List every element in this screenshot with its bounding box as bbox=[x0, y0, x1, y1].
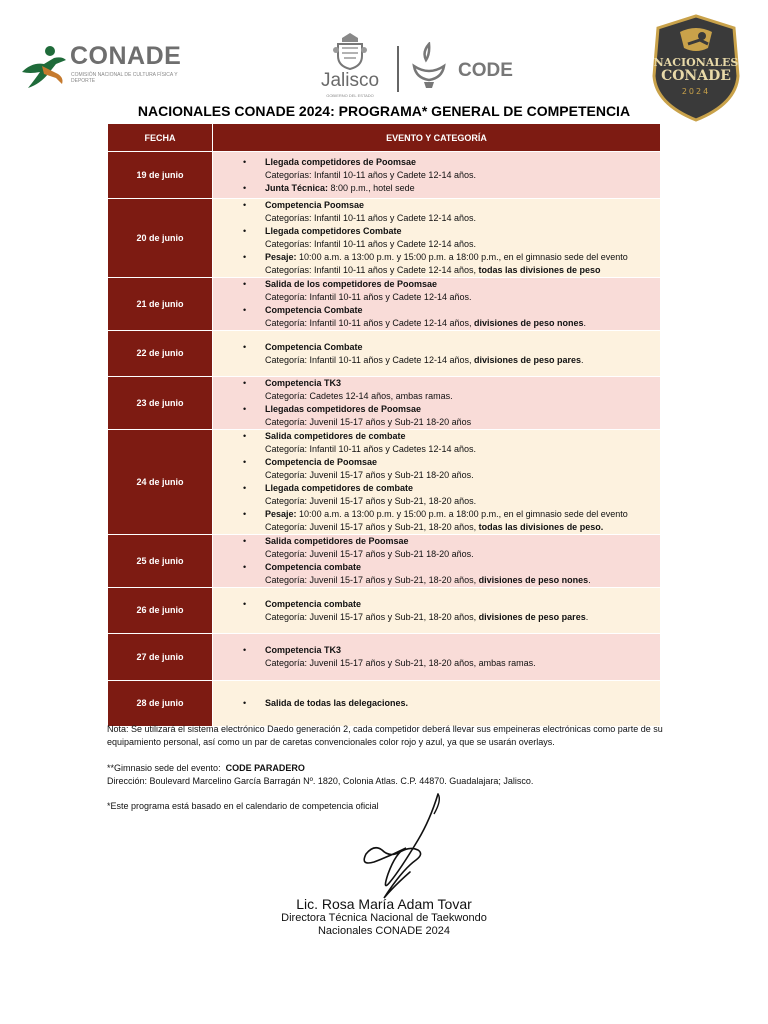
row-events bbox=[213, 377, 661, 430]
bullet-icon: • bbox=[243, 457, 247, 467]
conade-logo bbox=[18, 42, 188, 92]
event-item bbox=[213, 341, 660, 367]
event-item bbox=[213, 377, 660, 403]
code-name: CODE bbox=[458, 60, 513, 81]
badge-line1: NACIONALES bbox=[653, 56, 739, 69]
table-row bbox=[108, 681, 661, 727]
event-detail: Categoría: Juvenil 15-17 años y Sub-21, 18-20 años, bbox=[265, 575, 477, 585]
handwritten-signature-icon bbox=[330, 790, 450, 905]
event-emphasis: divisiones de peso nones bbox=[478, 575, 589, 585]
equipment-note: Nota: Se utilizará el sistema electrónico Daedo generación 2, cada competidor deberá llevar sus empeineras electrónicas como parte de su equipamiento personal, así como un par de caretas convencionales color rojo y azul, ya que se usarán overlays. bbox=[107, 724, 663, 747]
event-detail: Categoría: Infantil 10-11 años y Cadete 12-14 años, bbox=[265, 318, 472, 328]
bullet-icon: • bbox=[243, 200, 247, 210]
table-header-row bbox=[108, 124, 661, 152]
event-detail: Categoría: Juvenil 15-17 años y Sub-21 18-20 años bbox=[265, 417, 472, 427]
event-item bbox=[213, 199, 660, 225]
row-date: 25 de junio bbox=[108, 535, 213, 588]
event-detail: Categorías: Infantil 10-11 años y Cadete 12-14 años, bbox=[265, 265, 476, 275]
code-logo bbox=[410, 42, 520, 92]
bullet-icon: • bbox=[243, 252, 247, 262]
event-title: Competencia combate bbox=[265, 562, 362, 572]
event-item bbox=[213, 644, 660, 670]
event-item bbox=[213, 225, 660, 251]
bullet-icon: • bbox=[243, 305, 247, 315]
bullet-icon: • bbox=[243, 536, 247, 546]
signer-role: Directora Técnica Nacional de Taekwondo bbox=[281, 912, 487, 924]
event-title: Competencia combate bbox=[265, 598, 362, 609]
event-emphasis: todas las divisiones de peso. bbox=[478, 522, 604, 532]
event-item bbox=[213, 430, 660, 456]
jalisco-subtitle: GOBIERNO DEL ESTADO bbox=[326, 93, 374, 98]
event-detail: Categoría: Juvenil 15-17 años y Sub-21, 18-20 años, bbox=[265, 522, 477, 532]
table-row bbox=[108, 430, 661, 535]
table-row bbox=[108, 278, 661, 331]
event-title: Competencia Poomsae bbox=[265, 200, 365, 210]
event-detail: Categoría: Infantil 10-11 años y Cadete 12-14 años, bbox=[265, 354, 472, 365]
event-emphasis: todas las divisiones de peso bbox=[478, 265, 601, 275]
bullet-icon: • bbox=[243, 182, 247, 193]
bullet-icon: • bbox=[243, 509, 247, 519]
table-row bbox=[108, 634, 661, 681]
event-detail: Categorías: Infantil 10-11 años y Cadete 12-14 años. bbox=[265, 169, 476, 180]
event-title: Llegada competidores de Poomsae bbox=[265, 156, 417, 167]
event-detail: Categoría: Cadetes 12-14 años, ambas ramas. bbox=[265, 391, 453, 401]
event-detail: Categoría: Juvenil 15-17 años y Sub-21 18-20 años. bbox=[265, 470, 474, 480]
row-events bbox=[213, 278, 661, 331]
logo-divider bbox=[397, 46, 399, 92]
row-date: 21 de junio bbox=[108, 278, 213, 331]
bullet-icon: • bbox=[243, 431, 247, 441]
event-detail: Categoría: Juvenil 15-17 años y Sub-21, 18-20 años, ambas ramas. bbox=[265, 658, 536, 668]
table-row bbox=[108, 199, 661, 278]
event-item bbox=[213, 304, 660, 330]
badge-year: 2024 bbox=[681, 87, 711, 96]
event-item bbox=[213, 535, 660, 561]
row-date: 20 de junio bbox=[108, 199, 213, 278]
program-footnote: *Este programa está basado en el calendario de competencia oficial bbox=[107, 801, 379, 811]
table-row bbox=[108, 377, 661, 430]
event-item bbox=[213, 482, 660, 508]
bullet-icon: • bbox=[243, 378, 247, 388]
event-title: Junta Técnica: bbox=[265, 182, 329, 193]
event-title: Competencia TK3 bbox=[265, 645, 342, 655]
event-title: Competencia Combate bbox=[265, 305, 363, 315]
jalisco-name: Jalisco bbox=[320, 70, 380, 91]
row-date: 28 de junio bbox=[108, 681, 213, 727]
event-item bbox=[213, 156, 660, 182]
schedule-body bbox=[108, 152, 661, 727]
bullet-icon: • bbox=[243, 598, 247, 609]
event-item bbox=[213, 697, 660, 710]
table-row bbox=[108, 331, 661, 377]
bullet-icon: • bbox=[243, 562, 247, 572]
event-title: Salida de los competidores de Poomsae bbox=[265, 279, 438, 289]
event-item bbox=[213, 182, 660, 195]
event-item bbox=[213, 508, 660, 534]
event-item bbox=[213, 456, 660, 482]
row-events bbox=[213, 199, 661, 278]
row-date: 27 de junio bbox=[108, 634, 213, 681]
event-emphasis: divisiones de peso nones bbox=[473, 318, 584, 328]
schedule-table bbox=[107, 123, 661, 727]
event-title: Competencia Combate bbox=[265, 341, 363, 352]
column-header-event: EVENTO Y CATEGORÍA bbox=[213, 124, 661, 152]
event-title: Salida de todas las delegaciones. bbox=[265, 698, 409, 708]
runner-icon bbox=[18, 44, 68, 90]
event-detail: Categorías: Infantil 10-11 años y Cadete 12-14 años. bbox=[265, 239, 476, 249]
event-detail: 10:00 a.m. a 13:00 p.m. y 15:00 p.m. a 18:00 p.m., en el gimnasio sede del evento bbox=[299, 509, 628, 519]
row-events bbox=[213, 152, 661, 199]
row-date: 24 de junio bbox=[108, 430, 213, 535]
event-title: Llegada competidores de combate bbox=[265, 483, 414, 493]
event-detail: Categoría: Juvenil 15-17 años y Sub-21, 18-20 años. bbox=[265, 496, 477, 506]
venue-name: CODE PARADERO bbox=[225, 763, 305, 773]
event-detail: Categoría: Infantil 10-11 años y Cadete 12-14 años. bbox=[265, 292, 472, 302]
row-date: 23 de junio bbox=[108, 377, 213, 430]
conade-name: CONADE bbox=[70, 42, 182, 70]
venue-label: **Gimnasio sede del evento: bbox=[107, 763, 221, 773]
event-title: Competencia de Poomsae bbox=[265, 457, 378, 467]
signer-name: Lic. Rosa María Adam Tovar bbox=[296, 896, 472, 912]
row-date: 19 de junio bbox=[108, 152, 213, 199]
row-events bbox=[213, 588, 661, 634]
event-title: Llegada competidores Combate bbox=[265, 226, 402, 236]
table-row bbox=[108, 535, 661, 588]
column-header-date: FECHA bbox=[108, 124, 213, 152]
jalisco-logo bbox=[310, 32, 390, 98]
event-emphasis: divisiones de peso pares bbox=[478, 611, 586, 622]
row-events bbox=[213, 430, 661, 535]
event-detail: 10:00 a.m. a 13:00 p.m. y 15:00 p.m. a 18:00 p.m., en el gimnasio sede del evento bbox=[299, 252, 628, 262]
bullet-icon: • bbox=[243, 226, 247, 236]
event-title: Competencia TK3 bbox=[265, 378, 342, 388]
bullet-icon: • bbox=[243, 404, 247, 414]
bullet-icon: • bbox=[243, 341, 247, 352]
event-item bbox=[213, 598, 660, 624]
table-row bbox=[108, 588, 661, 634]
event-detail: Categoría: Infantil 10-11 años y Cadetes 12-14 años. bbox=[265, 444, 476, 454]
event-tail: . bbox=[581, 354, 584, 365]
row-events bbox=[213, 634, 661, 681]
bullet-icon: • bbox=[243, 279, 247, 289]
signer-event: Nacionales CONADE 2024 bbox=[317, 925, 451, 937]
event-item bbox=[213, 278, 660, 304]
table-row bbox=[108, 152, 661, 199]
badge-line2: CONADE bbox=[661, 68, 731, 84]
row-events bbox=[213, 535, 661, 588]
event-emphasis: divisiones de peso pares bbox=[473, 354, 582, 365]
event-title: Salida competidores de combate bbox=[265, 431, 406, 441]
bullet-icon: • bbox=[243, 156, 247, 167]
event-tail: . bbox=[588, 575, 591, 585]
row-date: 26 de junio bbox=[108, 588, 213, 634]
venue-line bbox=[107, 762, 667, 775]
coat-of-arms-icon bbox=[332, 32, 368, 70]
row-date: 22 de junio bbox=[108, 331, 213, 377]
event-tail: . bbox=[585, 611, 589, 622]
event-detail: Categoría: Juvenil 15-17 años y Sub-21 18-20 años. bbox=[265, 549, 474, 559]
document-title: NACIONALES CONADE 2024: PROGRAMA* GENERAL DE COMPETENCIA bbox=[137, 103, 631, 119]
event-detail: Categoría: Juvenil 15-17 años y Sub-21, 18-20 años, bbox=[265, 611, 477, 622]
event-tail: . bbox=[583, 318, 587, 328]
venue-address: Dirección: Boulevard Marcelino García Barragán Nº. 1820, Colonia Atlas. C.P. 44870. Guadalajara; Jalisco. bbox=[107, 776, 534, 786]
event-title: Salida competidores de Poomsae bbox=[265, 536, 409, 546]
torch-icon bbox=[410, 42, 448, 90]
event-title: Pesaje: bbox=[265, 252, 297, 262]
bullet-icon: • bbox=[243, 483, 247, 493]
event-title: Llegadas competidores de Poomsae bbox=[265, 404, 422, 414]
event-detail: Categorías: Infantil 10-11 años y Cadete 12-14 años. bbox=[265, 213, 476, 223]
event-item bbox=[213, 561, 660, 587]
conade-subtitle: COMISIÓN NACIONAL DE CULTURA FÍSICA Y DEPORTE bbox=[71, 72, 178, 84]
bullet-icon: • bbox=[243, 698, 247, 708]
event-item bbox=[213, 403, 660, 429]
event-detail: 8:00 p.m., hotel sede bbox=[330, 182, 415, 193]
event-item bbox=[213, 251, 660, 277]
event-title: Pesaje: bbox=[265, 509, 297, 519]
row-events bbox=[213, 681, 661, 727]
row-events bbox=[213, 331, 661, 377]
bullet-icon: • bbox=[243, 645, 247, 655]
